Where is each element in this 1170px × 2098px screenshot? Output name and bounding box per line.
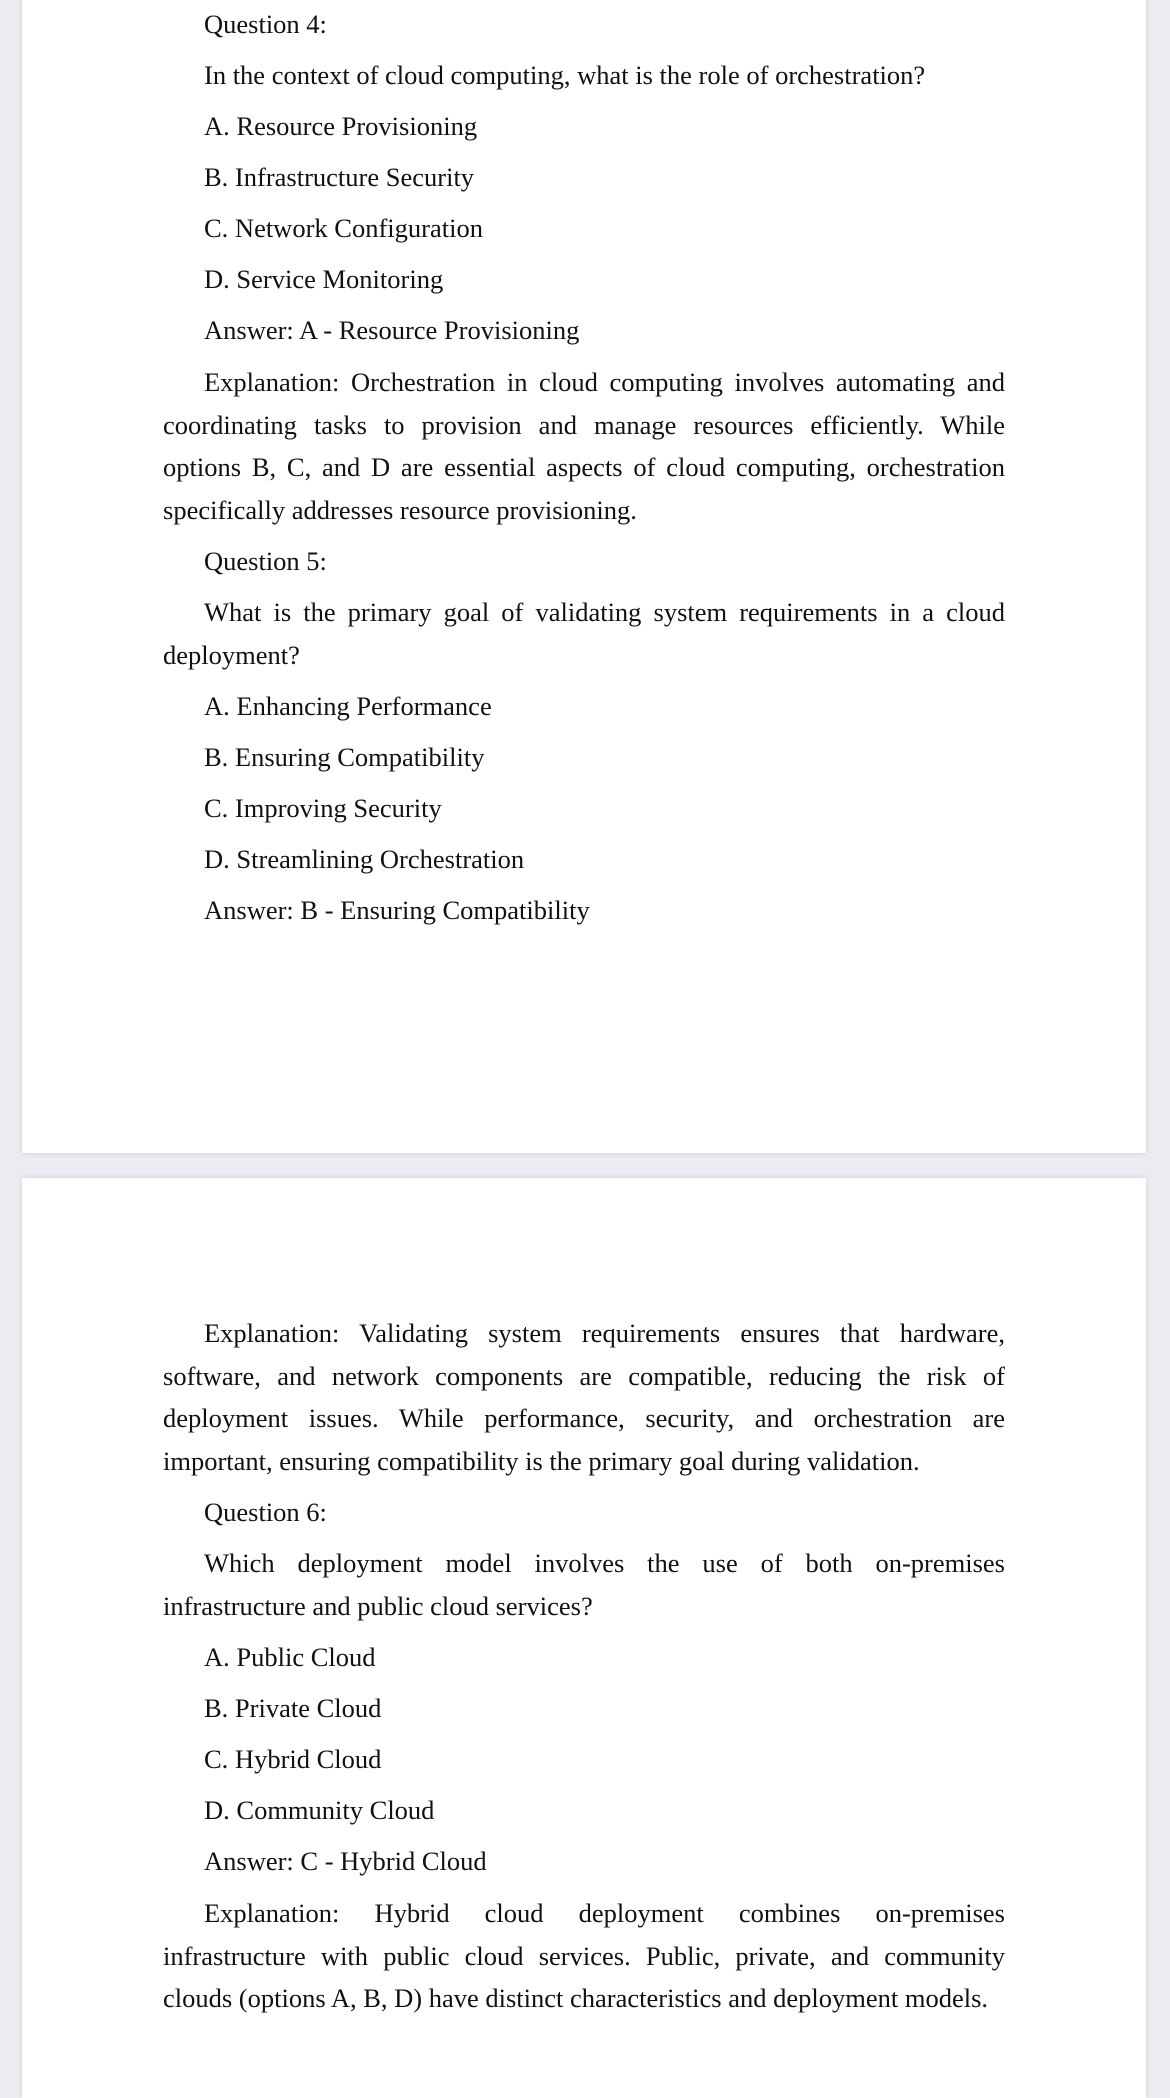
document-page-2 (22, 1178, 1146, 2098)
question-6-heading: Question 6: (204, 1497, 327, 1527)
question-5-text: What is the primary goal of validating system requirements in a cloud deployment? (163, 597, 1005, 670)
question-5-answer: Answer: B - Ensuring Compatibility (204, 895, 590, 925)
question-5-option-a: A. Enhancing Performance (204, 691, 492, 721)
question-5-option-b: B. Ensuring Compatibility (204, 742, 485, 772)
question-4-option-d: D. Service Monitoring (204, 264, 444, 294)
document-page-1 (22, 0, 1146, 1153)
question-6-option-d: D. Community Cloud (204, 1795, 435, 1825)
question-5-option-c: C. Improving Security (204, 793, 442, 823)
question-6-explanation: Explanation: Hybrid cloud deployment combines on-premises infrastructure with public cloud services. Public, private, and community clouds (options A, B, D) have distinct characteristics and deployment models. (163, 1898, 1005, 2014)
question-6-option-a: A. Public Cloud (204, 1642, 376, 1672)
question-5-heading: Question 5: (204, 546, 327, 576)
question-4-answer: Answer: A - Resource Provisioning (204, 315, 580, 345)
question-4-option-b: B. Infrastructure Security (204, 162, 475, 192)
question-4-option-c: C. Network Configuration (204, 213, 483, 243)
question-6-option-c: C. Hybrid Cloud (204, 1744, 382, 1774)
question-4-text: In the context of cloud computing, what is the role of orchestration? (204, 60, 926, 90)
question-5-option-d: D. Streamlining Orchestration (204, 844, 525, 874)
question-6-option-b: B. Private Cloud (204, 1693, 382, 1723)
question-6-answer: Answer: C - Hybrid Cloud (204, 1846, 487, 1876)
question-5-explanation: Explanation: Validating system requirements ensures that hardware, software, and network components are compatible, reducing the risk of deployment issues. While performance, security, and orchestration are important, ensuring compatibility is the primary goal during validation. (163, 1318, 1005, 1476)
question-4-explanation: Explanation: Orchestration in cloud computing involves automating and coordinating tasks to provision and manage resources efficiently. While options B, C, and D are essential aspects of cloud computing, orchestration specifically addresses resource provisioning. (163, 367, 1005, 525)
question-4-heading: Question 4: (204, 9, 327, 39)
question-4-option-a: A. Resource Provisioning (204, 111, 478, 141)
question-6-text: Which deployment model involves the use of both on-premises infrastructure and public cloud services? (163, 1548, 1005, 1621)
